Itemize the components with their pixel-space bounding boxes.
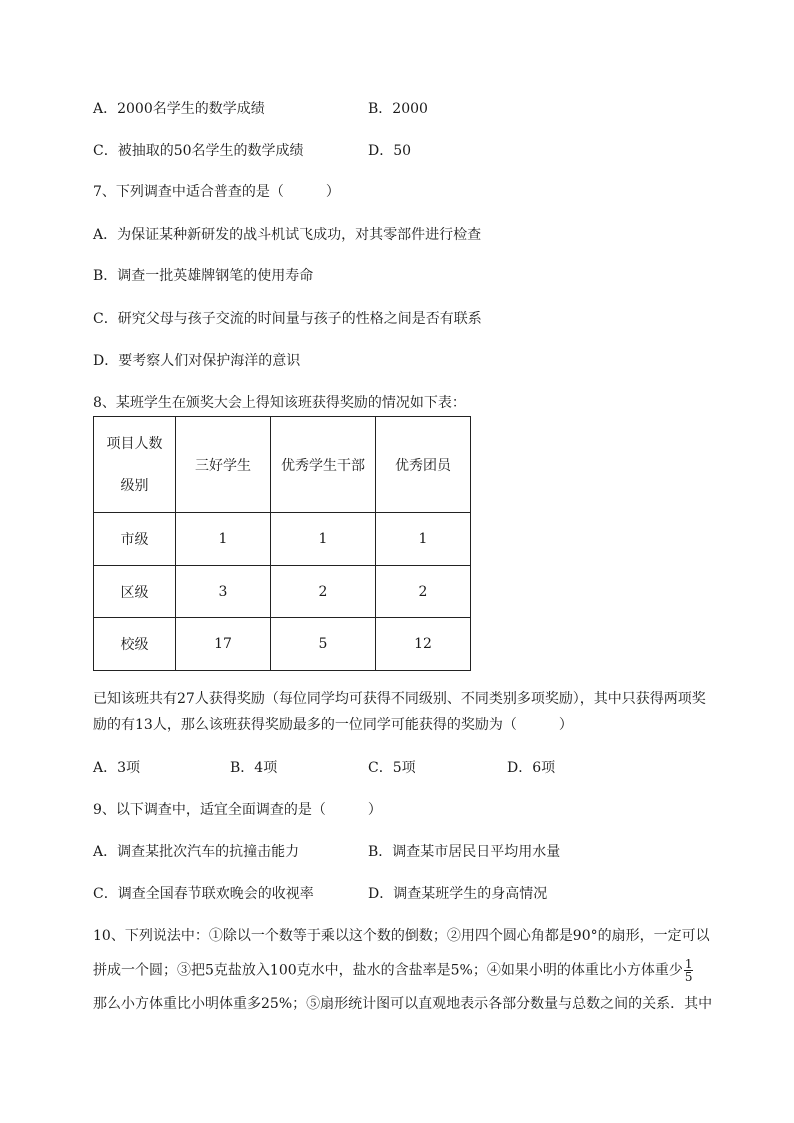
q7-option-d: D．要考察人们对保护海洋的意识	[93, 353, 301, 369]
q6-option-c: C．被抽取的50名学生的数学成绩	[93, 143, 304, 159]
table-cell: 2	[376, 566, 471, 618]
table-corner-cell	[94, 417, 176, 513]
fraction-denominator: 5	[684, 970, 693, 984]
q6-option-a: A．2000名学生的数学成绩	[93, 101, 265, 117]
table-cell: 5	[271, 618, 376, 671]
q9-option-b: B．调查某市居民日平均用水量	[368, 844, 561, 860]
q8-option-a: A．3项	[93, 760, 141, 776]
q7-option-b: B．调查一批英雄牌钢笔的使用寿命	[93, 268, 314, 284]
table-cell: 17	[176, 618, 271, 671]
award-table	[93, 416, 471, 671]
table-cell: 12	[376, 618, 471, 671]
q6-option-b: B．2000	[368, 101, 428, 117]
table-row	[94, 566, 471, 618]
table-cell: 1	[376, 513, 471, 566]
table-cell: 3	[176, 566, 271, 618]
q9-stem: 9、以下调查中，适宜全面调查的是（ ）	[93, 802, 382, 818]
q9-option-d: D．调查某班学生的身高情况	[368, 886, 548, 902]
q8-option-c: C．5项	[368, 760, 416, 776]
table-row	[94, 618, 471, 671]
q10-line-2	[93, 958, 693, 983]
q8-text-line-2: 励的有13人，那么该班获得奖励最多的一位同学可能获得的奖励为（ ）	[93, 717, 573, 733]
fraction-one-fifth	[684, 958, 694, 983]
table-cell: 2	[271, 566, 376, 618]
q7-option-c: C．研究父母与孩子交流的时间量与孩子的性格之间是否有联系	[93, 311, 482, 327]
q8-option-d: D．6项	[507, 760, 556, 776]
q9-option-c: C．调查全国春节联欢晚会的收视率	[93, 886, 314, 902]
fraction-numerator: 1	[684, 957, 693, 971]
q8-text-line-1: 已知该班共有27人获得奖励（每位同学均可获得不同级别、不同类别多项奖励），其中只获得两项奖	[93, 691, 706, 707]
row-label: 区级	[94, 566, 176, 618]
table-row	[94, 513, 471, 566]
q7-stem: 7、下列调查中适合普查的是（ ）	[93, 184, 340, 200]
table-cell: 1	[176, 513, 271, 566]
table-header-row	[94, 417, 471, 513]
q10-line-1: 10、下列说法中：①除以一个数等于乘以这个数的倒数；②用四个圆心角都是90°的扇形，一定可以	[93, 928, 710, 944]
row-label: 校级	[94, 618, 176, 671]
row-label: 市级	[94, 513, 176, 566]
q10-line-3: 那么小方体重比小明体重多25%；⑤扇形统计图可以直观地表示各部分数量与总数之间的关系．其中	[93, 996, 713, 1012]
q9-option-a: A．调查某批次汽车的抗撞击能力	[93, 844, 300, 860]
q7-option-a: A．为保证某种新研发的战斗机试飞成功，对其零部件进行检查	[93, 227, 482, 243]
header-cell: 优秀团员	[376, 417, 471, 513]
header-cell: 优秀学生干部	[271, 417, 376, 513]
q8-stem: 8、某班学生在颁奖大会上得知该班获得奖励的情况如下表：	[93, 395, 466, 411]
q8-option-b: B．4项	[230, 760, 278, 776]
corner-top-label: 项目人数	[106, 435, 163, 452]
corner-bottom-label: 级别	[120, 477, 149, 494]
header-cell: 三好学生	[176, 417, 271, 513]
q6-option-d: D．50	[368, 143, 412, 159]
q10-line-2-text: 拼成一个圆；③把5克盐放入100克水中，盐水的含盐率是5%；④如果小明的体重比小方体重少	[93, 962, 683, 979]
table-cell: 1	[271, 513, 376, 566]
